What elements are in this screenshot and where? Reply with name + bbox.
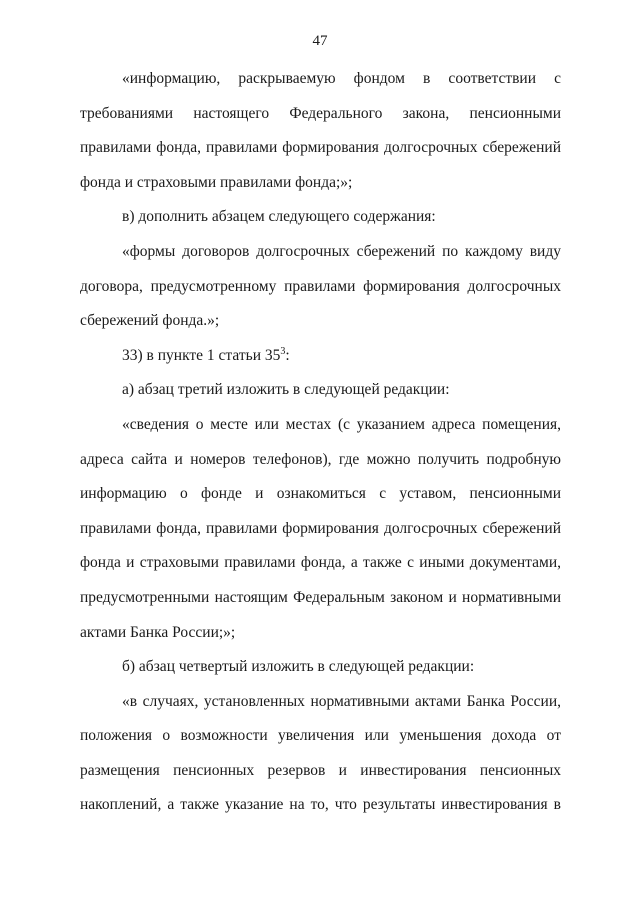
- paragraph-item-a: а) абзац третий изложить в следующей редакции:: [122, 381, 450, 399]
- item-33-colon: :: [285, 346, 290, 364]
- paragraph-information-disclosed: «информацию, раскрываемую фондом в соответствии с требованиями настоящего Федерального закона, пенсионными правилами фонда, правилами формирования долгосрочных сбережений фонда и страховыми правилами фонда;»;: [80, 70, 561, 191]
- paragraph-item-33: [80, 339, 561, 374]
- item-33-text: 33) в пункте 1 статьи 35: [122, 346, 281, 364]
- article-superscript: 3: [280, 345, 286, 357]
- page-number: 47: [312, 33, 328, 49]
- paragraph-income-cases: «в случаях, установленных нормативными актами Банка России, положения о возможности увеличения или уменьшения дохода от размещения пенсионных резервов и инвестирования пенсионных накоплений, а также указание на то, что результаты инвестирования в: [80, 692, 561, 814]
- paragraph-location-info: «сведения о месте или местах (с указанием адреса помещения, адреса сайта и номеров телефонов), где можно получить подробную информацию о фонде и ознакомиться с уставом, пенсионными правилами фонда, правилами формирования долгосрочных сбережений фонда и страховыми правилами фонда, а также с иными документами, предусмотренными настоящим Федеральным законом и нормативными актами Банка России;»;: [80, 415, 561, 641]
- paragraph-item-b: б) абзац четвертый изложить в следующей редакции:: [122, 658, 475, 676]
- document-body: [80, 62, 561, 823]
- paragraph-contract-forms: «формы договоров долгосрочных сбережений по каждому виду договора, предусмотренному правилами формирования долгосрочных сбережений фонда.»;: [80, 242, 561, 330]
- paragraph-item-v: в) дополнить абзацем следующего содержания:: [122, 208, 436, 226]
